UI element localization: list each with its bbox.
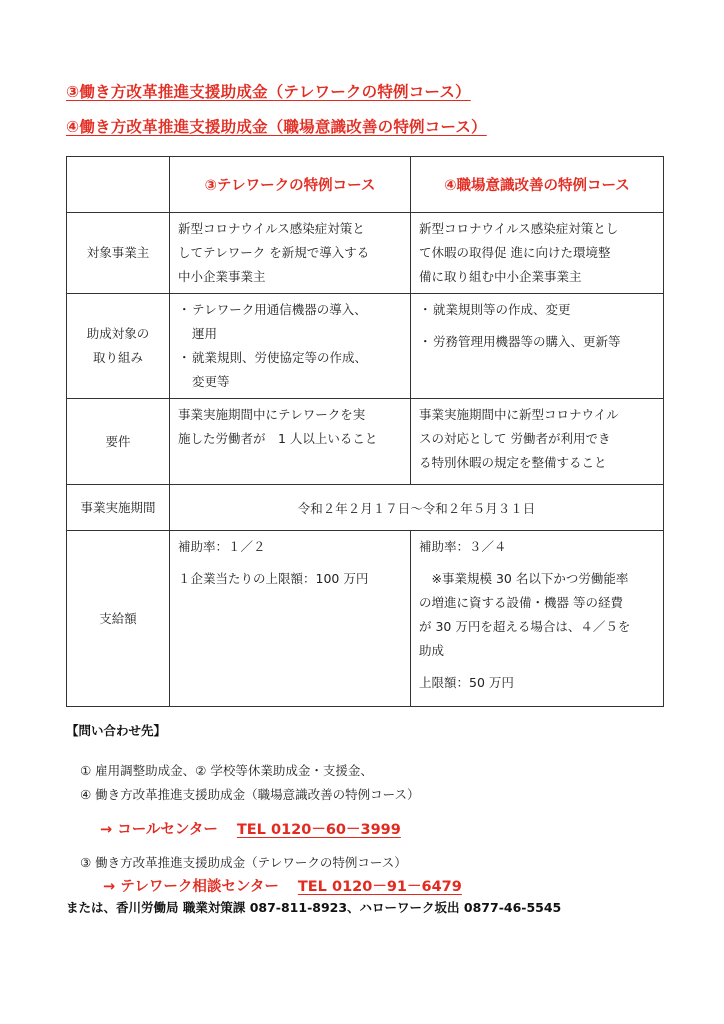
row-amount: [67, 531, 664, 707]
heading-telework-course: ③働き方改革推進支援助成金（テレワークの特例コース）: [66, 83, 471, 101]
col-header-telework: ③テレワークの特例コース: [170, 157, 411, 213]
text-line: 中小企業事業主: [178, 269, 266, 284]
text-line: が 30 万円を超える場合は、４／５を: [419, 619, 631, 634]
call-center-label: → コールセンター: [100, 822, 218, 838]
row-label-target: 対象事業主: [67, 213, 170, 294]
text-line: 新型コロナウイルス感染症対策とし: [419, 221, 619, 236]
bullet-mark: ・: [178, 302, 191, 317]
contact-item-1: ① 雇用調整助成金、② 学校等休業助成金・支援金、: [80, 763, 373, 778]
subsidy-rate: 補助率：３／４: [419, 539, 507, 554]
requirements-telework: [170, 399, 411, 485]
efforts-telework: [170, 294, 411, 399]
text-line: 就業規則、労使協定等の作成、: [192, 350, 368, 365]
telework-center-tel[interactable]: TEL 0120－91－6479: [297, 879, 462, 895]
call-center-tel[interactable]: TEL 0120－60－3999: [236, 822, 401, 838]
text-line: る特別休暇の規定を整備すること: [419, 455, 607, 470]
text-line: 就業規則等の作成、変更: [433, 302, 571, 317]
row-label-period: 事業実施期間: [67, 485, 170, 531]
contact-title: 【問い合わせ先】: [66, 723, 167, 738]
row-label-efforts: [67, 294, 170, 399]
text-line: してテレワーク を新規で導入する: [178, 245, 370, 260]
target-workplace: [411, 213, 664, 294]
text-line: テレワーク用通信機器の導入、: [192, 302, 367, 317]
call-center-line: [100, 818, 401, 839]
telework-center-label: → テレワーク相談センター: [103, 879, 279, 895]
text-line: 新型コロナウイルス感染症対策と: [178, 221, 365, 236]
col-header-workplace: ④職場意識改善の特例コース: [411, 157, 664, 213]
telework-center-line: [103, 875, 462, 896]
label-line: 助成対象の: [86, 326, 150, 342]
bullet-item: [178, 298, 404, 346]
period-value: 令和２年２月１７日～令和２年５月３１日: [170, 485, 664, 531]
subsidy-table: [66, 156, 664, 707]
bullet-mark: ・: [178, 350, 191, 365]
requirements-workplace: [411, 399, 664, 485]
text-line: 運用: [192, 326, 218, 341]
text-line: て休暇の取得促 進に向けた環境整: [419, 245, 611, 260]
row-target: [67, 213, 664, 294]
target-telework: [170, 213, 411, 294]
row-label-requirements: 要件: [67, 399, 170, 485]
empty-corner: [67, 157, 170, 213]
row-requirements: [67, 399, 664, 485]
text-line: 変更等: [192, 374, 230, 389]
text-line: スの対応として 労働者が利用でき: [419, 431, 611, 446]
contact-item-3: ③ 働き方改革推進支援助成金（テレワークの特例コース）: [80, 855, 407, 870]
text-line: の増進に資する設備・機器 等の経費: [419, 595, 623, 610]
text-line: 事業実施期間中にテレワークを実: [178, 407, 366, 422]
text-line: ※事業規模 30 名以下かつ労働能率: [419, 571, 629, 586]
text-line: 助成: [419, 643, 445, 658]
text-line: 事業実施期間中に新型コロナウイル: [419, 407, 619, 422]
row-period: [67, 485, 664, 531]
efforts-workplace: [411, 294, 664, 399]
bullet-mark: ・: [419, 334, 432, 349]
bullet-item: [419, 298, 657, 322]
amount-telework: [170, 531, 411, 707]
subsidy-rate: 補助率：１／２: [178, 539, 266, 554]
label-line: 取り組み: [92, 350, 143, 365]
contact-item-2: ④ 働き方改革推進支援助成金（職場意識改善の特例コース）: [80, 787, 420, 802]
text-line: 労務管理用機器等の購入、更新等: [433, 334, 621, 349]
other-contacts: または、香川労働局 職業対策課 087-811-8923、ハローワーク坂出 0877-46-5545: [66, 900, 562, 915]
upper-limit: １企業当たりの上限額：100 万円: [178, 571, 369, 586]
upper-limit: 上限額：50 万円: [419, 675, 514, 690]
bullet-item: [178, 346, 404, 394]
heading-workplace-course: ④働き方改革推進支援助成金（職場意識改善の特例コース）: [66, 118, 487, 136]
text-line: 備に取り組む中小企業事業主: [419, 269, 582, 284]
header-row: [67, 157, 664, 213]
text-line: 施した労働者が 1 人以上いること: [178, 431, 378, 446]
bullet-item: [419, 330, 657, 354]
row-efforts: [67, 294, 664, 399]
bullet-mark: ・: [419, 302, 432, 317]
amount-workplace: [411, 531, 664, 707]
row-label-amount: 支給額: [67, 531, 170, 707]
